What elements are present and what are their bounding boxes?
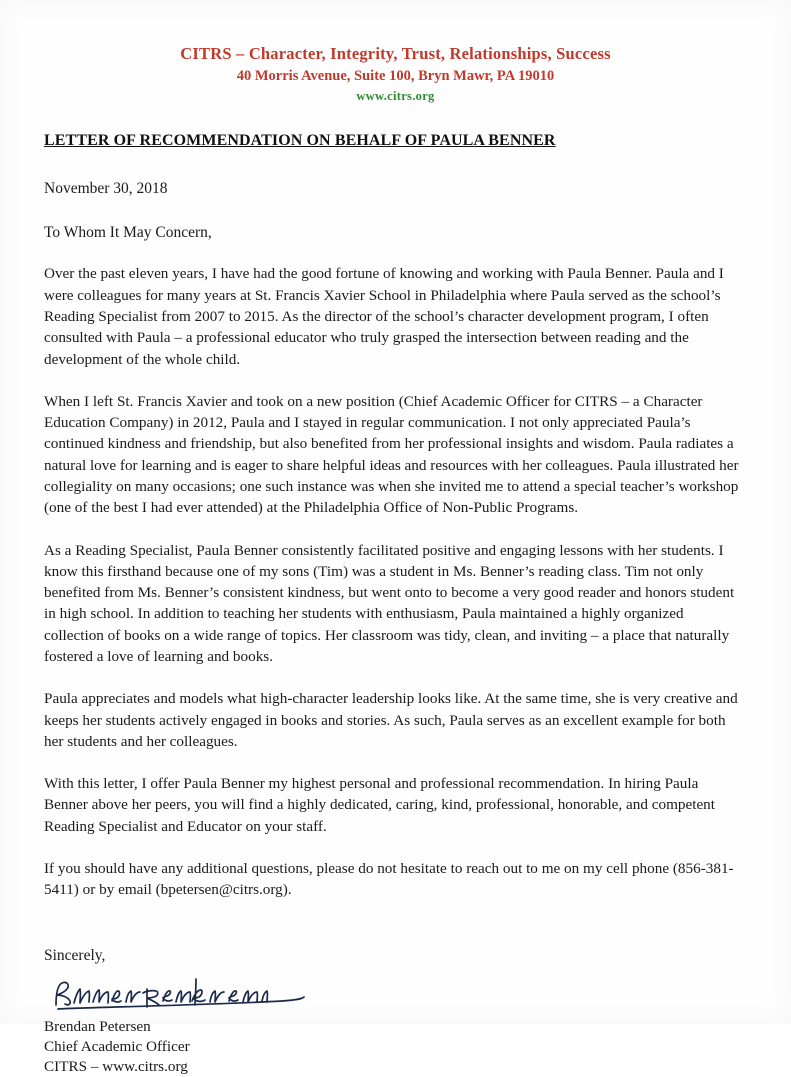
letter-salutation: To Whom It May Concern, bbox=[44, 224, 212, 242]
letter-paragraph: With this letter, I offer Paula Benner my highest personal and professional recommendation. In hiring Paula Benner above her peers, you will find a highly dedicated, caring, kind, professional, honorable, and competent Reading Specialist and Educator on your staff. bbox=[44, 775, 715, 835]
letterhead-address-line: 40 Morris Avenue, Suite 100, Bryn Mawr, PA 19010 bbox=[236, 67, 555, 84]
letterhead-org-line: CITRS – Character, Integrity, Trust, Relationships, Success bbox=[180, 44, 611, 63]
page-title: LETTER OF RECOMMENDATION ON BEHALF OF PAULA BENNER bbox=[44, 132, 556, 150]
letter-closing: Sincerely, bbox=[44, 946, 106, 964]
letter-date: November 30, 2018 bbox=[44, 180, 168, 198]
letter-paragraph: Paula appreciates and models what high-character leadership looks like. At the same time, she is very creative and keeps her students actively engaged in books and stories. As such, Paula serves as an excellent example for both her students and her colleagues. bbox=[44, 690, 738, 750]
letter-body bbox=[0, 132, 791, 1076]
signer-title: Chief Academic Officer bbox=[44, 1037, 190, 1055]
letter-paragraph: When I left St. Francis Xavier and took on a new position (Chief Academic Officer for CITRS – a Character Education Company) in 2012, Paula and I stayed in regular communication. I not only appreciated Paula’s continued kindness and friendship, but also benefited from her professional insights and wisdom. Paula radiates a natural love for learning and is eager to share helpful ideas and resources with her colleagues. Paula illustrated her collegiality on many occasions; one such instance was when she invited me to attend a special teacher’s workshop (one of the best I had ever attended) at the Philadelphia Office of Non-Public Programs. bbox=[44, 392, 739, 517]
letter-paragraph: As a Reading Specialist, Paula Benner consistently facilitated positive and engaging lessons with her students. I know this firsthand because one of my sons (Tim) was a student in Ms. Benner’s reading class. Tim not only benefited from Ms. Benner’s consistent kindness, but went onto to become a very good reader and honors student in high school. In addition to teaching her students with enthusiasm, Paula maintained a highly organized collection of books on a wide range of topics. Her classroom was tidy, clean, and inviting – a place that naturally fostered a love of learning and books. bbox=[44, 541, 735, 665]
handwritten-signature-icon bbox=[50, 971, 310, 1015]
signer-name: Brendan Petersen bbox=[44, 1017, 151, 1035]
signer-org: CITRS – www.citrs.org bbox=[44, 1057, 188, 1075]
letter-paragraph: If you should have any additional questions, please do not hesitate to reach out to me on my cell phone (856-381-5411) or by email (bpetersen@citrs.org). bbox=[44, 859, 734, 899]
letterhead bbox=[0, 0, 791, 104]
letter-paragraph: Over the past eleven years, I have had the good fortune of knowing and working with Paula Benner. Paula and I were colleagues for many years at St. Francis Xavier School in Philadelphia where Paula served as the school’s Reading Specialist from 2007 to 2015. As the director of the school’s character development program, I often consulted with Paula – a professional educator who truly grasped the intersection between reading and the development of the whole child. bbox=[44, 265, 724, 368]
letterhead-website: www.citrs.org bbox=[356, 89, 435, 104]
